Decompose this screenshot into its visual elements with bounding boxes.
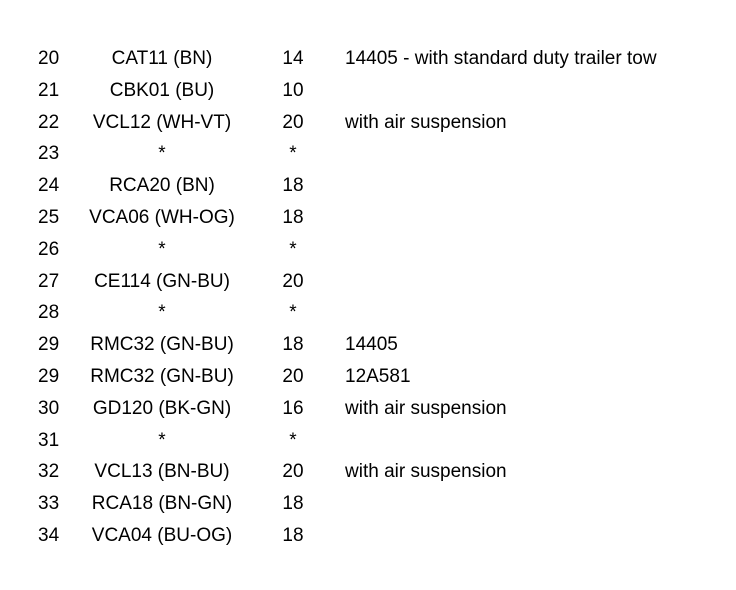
- table-row: [0, 329, 736, 361]
- table-row: [0, 456, 736, 488]
- circuit-code: RMC32 (GN-BU): [90, 365, 234, 387]
- pin-number: 23: [38, 143, 60, 165]
- table-row: [0, 425, 736, 457]
- pin-number: 21: [38, 79, 60, 101]
- pinout-table: [0, 43, 736, 552]
- wire-gauge: 18: [282, 175, 304, 197]
- wire-gauge: 18: [282, 206, 304, 228]
- wire-gauge: 20: [282, 461, 304, 483]
- wire-gauge: 14: [282, 48, 304, 69]
- pin-number: 24: [38, 175, 60, 197]
- pin-number: 22: [38, 111, 60, 133]
- circuit-note: with air suspension: [345, 111, 507, 133]
- pin-number: 34: [38, 524, 60, 546]
- circuit-code: VCA06 (WH-OG): [89, 206, 235, 228]
- table-row: [0, 170, 736, 202]
- wire-gauge: 16: [282, 397, 304, 419]
- table-row: [0, 488, 736, 520]
- circuit-code: *: [158, 302, 166, 324]
- table-row: [0, 266, 736, 298]
- circuit-code: RCA18 (BN-GN): [91, 493, 233, 515]
- circuit-code: RCA20 (BN): [109, 175, 215, 197]
- pin-number: 28: [38, 302, 60, 324]
- wire-gauge: 10: [282, 79, 304, 101]
- circuit-note: 14405: [345, 334, 398, 356]
- circuit-note: with air suspension: [345, 461, 507, 483]
- circuit-code: *: [158, 238, 166, 260]
- circuit-code: CE114 (GN-BU): [94, 270, 230, 292]
- pin-number: 30: [38, 397, 60, 419]
- table-row: [0, 75, 736, 107]
- circuit-note: with air suspension: [345, 397, 507, 419]
- wire-gauge: *: [289, 143, 297, 165]
- pin-number: 32: [38, 461, 60, 483]
- table-row: [0, 361, 736, 393]
- wire-gauge: 20: [282, 270, 304, 292]
- pin-number: 27: [38, 270, 60, 292]
- wire-gauge: *: [289, 238, 297, 260]
- wire-gauge: 18: [282, 493, 304, 515]
- table-row: [0, 202, 736, 234]
- table-row: [0, 234, 736, 266]
- pin-number: 29: [38, 365, 60, 387]
- wire-gauge: 20: [282, 365, 304, 387]
- pin-number: 31: [38, 429, 60, 451]
- table-row: [0, 297, 736, 329]
- circuit-code: GD120 (BK-GN): [92, 397, 232, 419]
- wire-gauge: 18: [282, 524, 304, 546]
- table-row: [0, 393, 736, 425]
- wire-gauge: *: [289, 429, 297, 451]
- table-row: [0, 107, 736, 139]
- wire-gauge: 18: [282, 334, 304, 356]
- pin-number: 20: [38, 48, 60, 69]
- table-row: [0, 138, 736, 170]
- pin-number: 26: [38, 238, 60, 260]
- pin-number: 33: [38, 493, 60, 515]
- circuit-note: 14405 - with standard duty trailer tow: [345, 48, 657, 69]
- table-row: [0, 43, 736, 75]
- circuit-code: VCL12 (WH-VT): [92, 111, 232, 133]
- circuit-note: 12A581: [345, 365, 411, 387]
- wire-gauge: *: [289, 302, 297, 324]
- circuit-code: RMC32 (GN-BU): [90, 334, 234, 356]
- pin-number: 29: [38, 334, 60, 356]
- circuit-code: CBK01 (BU): [109, 79, 215, 101]
- circuit-code: *: [158, 429, 166, 451]
- circuit-code: CAT11 (BN): [111, 48, 213, 69]
- wire-gauge: 20: [282, 111, 304, 133]
- circuit-code: *: [158, 143, 166, 165]
- pin-number: 25: [38, 206, 60, 228]
- circuit-code: VCA04 (BU-OG): [91, 524, 233, 546]
- circuit-code: VCL13 (BN-BU): [94, 461, 230, 483]
- table-row: [0, 520, 736, 552]
